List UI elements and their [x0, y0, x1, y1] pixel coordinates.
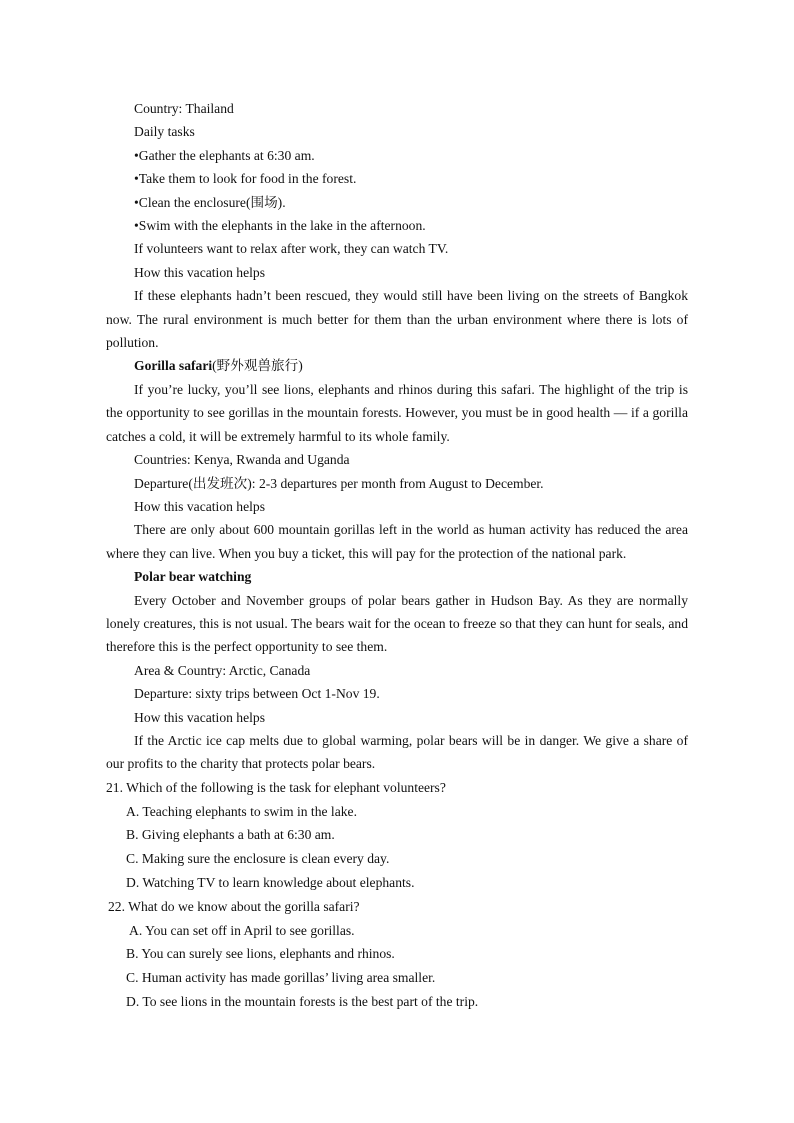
question-22-stem: 22. What do we know about the gorilla safari? [108, 898, 360, 914]
gorilla-departure: Departure(出发班次): 2-3 departures per month from August to December. [134, 475, 544, 491]
gorilla-title-cn: (野外观兽旅行) [212, 358, 303, 374]
polar-area: Area & Country: Arctic, Canada [134, 662, 311, 678]
gorilla-helps-heading: How this vacation helps [134, 498, 266, 514]
gorilla-helps-paragraph: There are only about 600 mountain gorillas left in the world as human activity has reduced the area where they can live. When you buy a ticket, this will pay for the protection of the national park. [106, 522, 688, 561]
elephant-task-item: •Clean the enclosure(围场). [134, 194, 286, 210]
elephant-country: Country: Thailand [134, 101, 234, 116]
question-22-option-c: C. Human activity has made gorillas’ living area smaller. [126, 970, 436, 986]
elephant-relax-note: If volunteers want to relax after work, they can watch TV. [134, 241, 449, 257]
elephant-task-item: •Swim with the elephants in the lake in the afternoon. [134, 218, 426, 234]
question-21-stem: 21. Which of the following is the task for elephant volunteers? [106, 779, 446, 795]
polar-intro-paragraph: Every October and November groups of polar bears gather in Hudson Bay. As they are normally lonely creatures, this is not usual. The bears wait for the ocean to freeze so that they can hunt for seals, and therefore this is the perfect opportunity to see them. [106, 592, 688, 655]
gorilla-intro-paragraph: If you’re lucky, you’ll see lions, elephants and rhinos during this safari. The highlight of the trip is the opportunity to see gorillas in the mountain forests. However, you must be in good health — if a gorilla catches a cold, it will be extremely harmful to its whole family. [106, 381, 688, 444]
question-21-option-a: A. Teaching elephants to swim in the lake. [126, 803, 357, 819]
gorilla-section-title [106, 354, 688, 377]
question-21-option-b: B. Giving elephants a bath at 6:30 am. [126, 827, 335, 843]
gorilla-countries: Countries: Kenya, Rwanda and Uganda [134, 452, 350, 468]
elephant-task-item: •Take them to look for food in the forest. [134, 171, 357, 187]
question-22-option-d: D. To see lions in the mountain forests is the best part of the trip. [126, 993, 479, 1009]
question-22-option-b: B. You can surely see lions, elephants and rhinos. [126, 946, 395, 962]
question-21-option-d: D. Watching TV to learn knowledge about elephants. [126, 874, 415, 890]
question-22-option-a: A. You can set off in April to see gorillas. [129, 922, 355, 938]
elephant-helps-heading: How this vacation helps [134, 264, 266, 280]
document-content [106, 97, 688, 1014]
polar-helps-paragraph: If the Arctic ice cap melts due to global warming, polar bears will be in danger. We give a share of our profits to the charity that protects polar bears. [106, 732, 688, 772]
elephant-tasks-heading: Daily tasks [134, 124, 195, 140]
question-21-option-c: C. Making sure the enclosure is clean every day. [126, 851, 390, 867]
polar-departure: Departure: sixty trips between Oct 1-Nov 19. [134, 686, 380, 702]
gorilla-title: Gorilla safari [134, 358, 213, 374]
polar-section-title: Polar bear watching [134, 569, 252, 585]
elephant-task-item: •Gather the elephants at 6:30 am. [134, 147, 315, 163]
polar-helps-heading: How this vacation helps [134, 709, 266, 725]
elephant-helps-paragraph: If these elephants hadn’t been rescued, they would still have been living on the streets of Bangkok now. The rural environment is much better for them than the urban environment where there is lots of pollution. [106, 288, 688, 351]
